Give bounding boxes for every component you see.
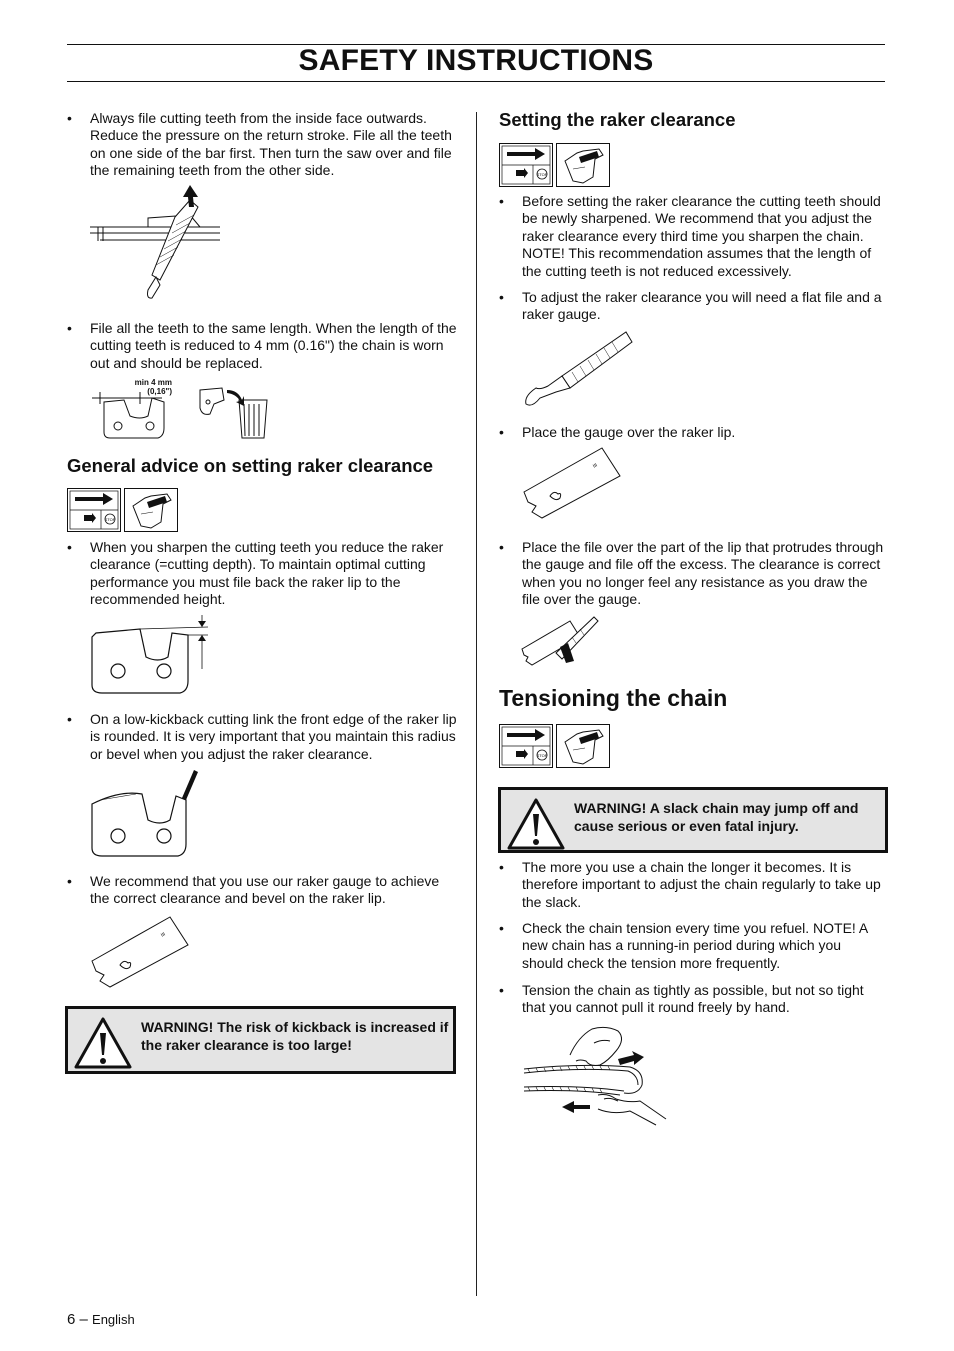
tool-icon-pair: [499, 724, 611, 768]
protective-glove-icon: [557, 144, 610, 187]
svg-text:STOP: STOP: [536, 172, 548, 177]
warning-triangle-icon: [74, 1017, 132, 1069]
chain-tension-hands-illustration: [520, 1025, 670, 1127]
section-heading-tensioning: Tensioning the chain: [499, 685, 728, 711]
column-divider: [476, 112, 477, 1296]
raker-gauge-placed-illustration: [522, 446, 622, 518]
page-number: 6 –: [67, 1311, 88, 1328]
min-length-label: min 4 mm (0,16"): [134, 378, 172, 396]
section-heading-general-advice: General advice on setting raker clearance: [67, 455, 434, 476]
file-cutting-teeth-illustration: [90, 185, 230, 305]
worn-chain-illustration: [92, 388, 272, 440]
kickback-warning-box: WARNING! The risk of kickback is increased if the raker clearance is too large!: [65, 1006, 456, 1074]
protective-glove-icon: [557, 725, 610, 768]
low-kickback-link-illustration: [90, 770, 220, 860]
raker-gauge-illustration: [90, 915, 190, 985]
svg-text:STOP: STOP: [104, 517, 116, 522]
svg-text:III: III: [592, 462, 599, 470]
tool-icon-pair: [67, 488, 179, 532]
raker-depth-illustration: [90, 615, 220, 695]
page-title: SAFETY INSTRUCTIONS: [298, 44, 654, 77]
direction-arrow-icon: [500, 144, 553, 187]
direction-arrow-icon: [68, 489, 121, 532]
section-heading-setting-raker: Setting the raker clearance: [499, 109, 736, 130]
direction-arrow-icon: [500, 725, 553, 768]
slack-chain-warning-box: WARNING! A slack chain may jump off and cause serious or even fatal injury.: [498, 787, 888, 853]
footer-language: English: [92, 1312, 135, 1327]
filing-raker-lip-illustration: [520, 613, 600, 671]
svg-text:III: III: [160, 931, 167, 939]
page-footer: [67, 1311, 135, 1328]
header-rule-bottom: [67, 81, 885, 82]
flat-file-illustration: [522, 330, 637, 410]
svg-text:STOP: STOP: [536, 753, 548, 758]
tool-icon-pair: [499, 143, 611, 187]
protective-glove-icon: [125, 489, 178, 532]
warning-triangle-icon: [507, 798, 565, 850]
